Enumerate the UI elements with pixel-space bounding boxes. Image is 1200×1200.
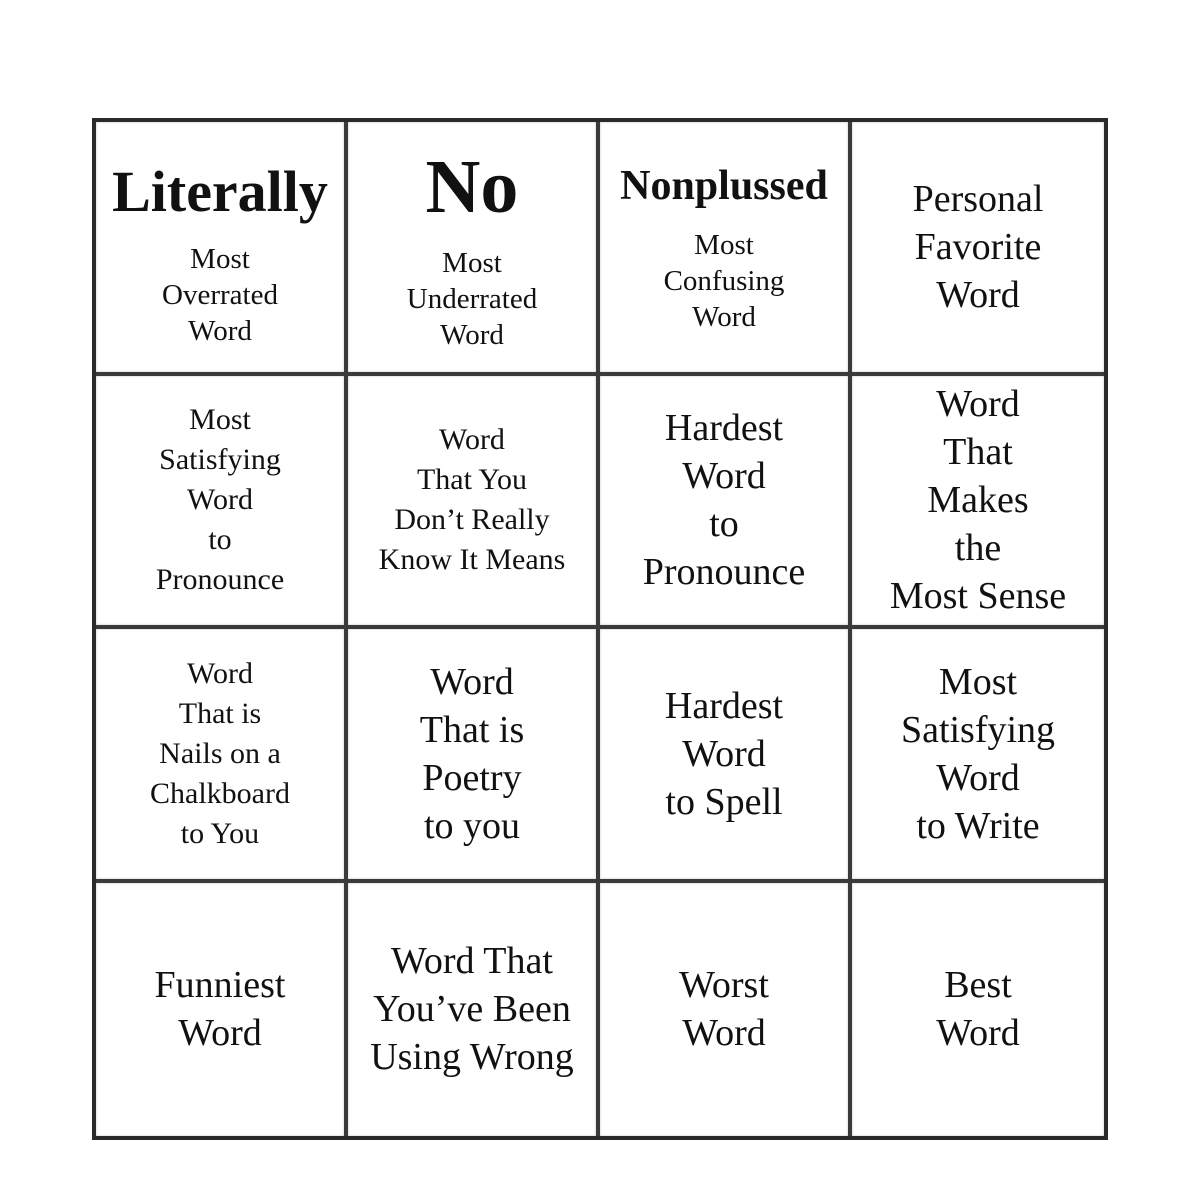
cell-prompt: Most Satisfying Word to Write [900,660,1056,847]
bingo-cell-nails-chalkboard[interactable] [96,629,348,883]
bingo-cell-most-confusing[interactable] [600,122,852,376]
bingo-cell-most-underrated[interactable] [348,122,600,376]
bingo-grid [92,118,1108,1140]
cell-prompt: Hardest Word to Spell [664,684,784,823]
cell-prompt: Funniest Word [154,964,286,1055]
bingo-cell-personal-favorite[interactable] [852,122,1104,376]
bingo-cell-satisfying-pronounce[interactable] [96,376,348,630]
cell-prompt: Word That is Nails on a Chalkboard to You [150,656,290,850]
cell-prompt: Word That You’ve Been Using Wrong [370,940,574,1079]
cell-prompt: Word That is Poetry to you [419,660,525,847]
cell-prompt: Worst Word [679,964,769,1055]
bingo-cell-worst[interactable] [600,883,852,1137]
bingo-cell-hardest-pronounce[interactable] [600,376,852,630]
cell-prompt: Most Confusing Word [663,228,785,333]
bingo-cell-using-wrong[interactable] [348,883,600,1137]
bingo-cell-hardest-spell[interactable] [600,629,852,883]
cell-answer-word: Literally [112,158,328,224]
bingo-cell-funniest[interactable] [96,883,348,1137]
bingo-cell-most-overrated[interactable] [96,122,348,376]
bingo-cell-poetry[interactable] [348,629,600,883]
cell-prompt: Hardest Word to Pronounce [642,407,806,594]
bingo-cell-dont-know-meaning[interactable] [348,376,600,630]
cell-answer-word: No [425,144,519,229]
bingo-cell-satisfying-write[interactable] [852,629,1104,883]
bingo-cell-most-sense[interactable] [852,376,1104,630]
cell-prompt: Most Overrated Word [162,242,278,347]
cell-prompt: Most Satisfying Word to Pronounce [155,403,285,597]
cell-prompt: Word That You Don’t Really Know It Means [378,423,566,577]
cell-prompt: Most Underrated Word [406,246,538,351]
cell-prompt: Personal Favorite Word [912,177,1044,316]
cell-prompt: Best Word [936,964,1020,1055]
bingo-cell-best[interactable] [852,883,1104,1137]
cell-prompt: Word That Makes the Most Sense [889,383,1067,618]
cell-answer-word: Nonplussed [620,162,828,209]
